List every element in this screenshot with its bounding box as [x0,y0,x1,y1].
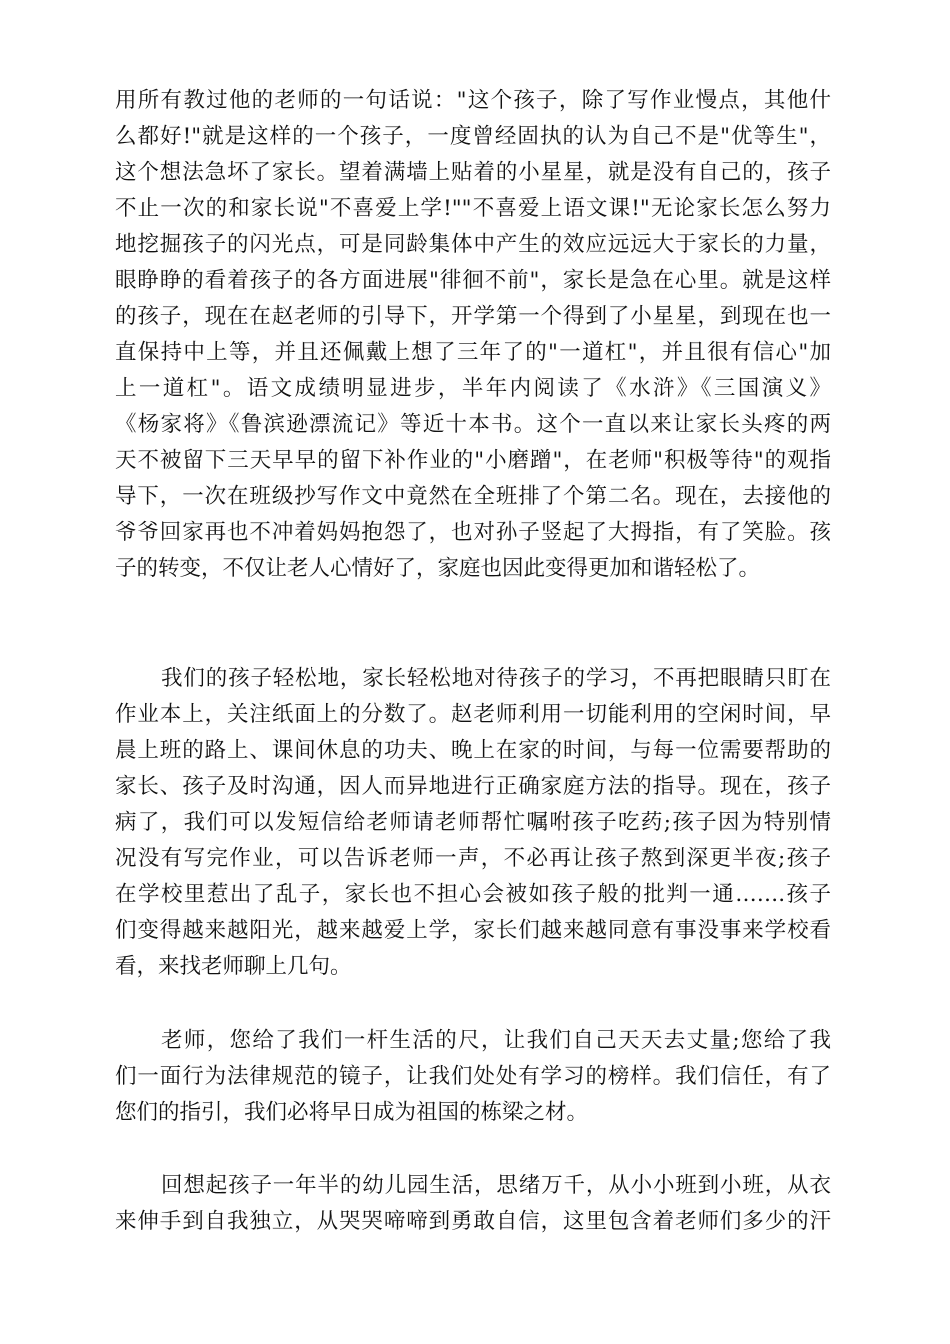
text-line: 们一面行为法律规范的镜子，让我们处处有学习的榜样。我们信任，有了 [115,1064,831,1089]
text-line: 这个想法急坏了家长。望着满墙上贴着的小星星，就是没有自己的，孩子 [115,160,831,185]
text-line: 导下，一次在班级抄写作文中竟然在全班排了个第二名。现在，去接他的 [115,484,831,509]
text-line: 来伸手到自我独立，从哭哭啼啼到勇敢自信，这里包含着老师们多少的汗 [115,1209,831,1234]
text-line: 家长、孩子及时沟通，因人而异地进行正确家庭方法的指导。现在，孩子 [115,774,831,799]
text-line: 回想起孩子一年半的幼儿园生活，思绪万千，从小小班到小班，从衣 [161,1173,831,1198]
text-line: 作业本上，关注纸面上的分数了。赵老师利用一切能利用的空闲时间，早 [115,702,831,727]
text-line: 么都好!"就是这样的一个孩子，一度曾经固执的认为自己不是"优等生"， [115,124,831,149]
text-line: 们变得越来越阳光，越来越爱上学，家长们越来越同意有事没事来学校看 [115,918,831,943]
text-line: 病了，我们可以发短信给老师请老师帮忙嘱咐孩子吃药;孩子因为特别情 [115,810,831,835]
text-line: 我们的孩子轻松地，家长轻松地对待孩子的学习，不再把眼睛只盯在 [161,666,831,691]
text-line: 在学校里惹出了乱子，家长也不担心会被如孩子般的批判一通…….孩子 [115,882,831,907]
text-line: 直保持中上等，并且还佩戴上想了三年了的"一道杠"，并且很有信心"加 [115,340,831,365]
paragraph-3 [115,1023,831,1131]
text-line: 您们的指引，我们必将早日成为祖国的栋梁之材。 [115,1100,589,1125]
paragraph-4 [115,1168,831,1240]
text-line: 的孩子，现在在赵老师的引导下，开学第一个得到了小星星，到现在也一 [115,304,831,329]
text-line: 眼睁睁的看着孩子的各方面进展"徘徊不前"，家长是急在心里。就是这样 [115,268,831,293]
text-line: 爷爷回家再也不冲着妈妈抱怨了，也对孙子竖起了大拇指，有了笑脸。孩 [115,520,831,545]
text-line: 子的转变，不仅让老人心情好了，家庭也因此变得更加和谐轻松了。 [115,556,761,581]
text-line: 不止一次的和家长说"不喜爱上学!""不喜爱上语文课!"无论家长怎么努力 [115,196,831,221]
text-line: 地挖掘孩子的闪光点，可是同龄集体中产生的效应远远大于家长的力量， [115,232,831,257]
text-line: 天不被留下三天早早的留下补作业的"小磨蹭"，在老师"积极等待"的观指 [115,448,831,473]
text-line: 《杨家将》《鲁滨逊漂流记》等近十本书。这个一直以来让家长头疼的两 [115,412,831,437]
text-line: 用所有教过他的老师的一句话说："这个孩子，除了写作业慢点，其他什 [115,88,831,113]
text-line: 老师，您给了我们一杆生活的尺，让我们自己天天去丈量;您给了我 [161,1028,831,1053]
paragraph-2 [115,661,831,985]
text-line: 晨上班的路上、课间休息的功夫、晚上在家的时间，与每一位需要帮助的 [115,738,831,763]
text-line: 上一道杠"。语文成绩明显进步，半年内阅读了《水浒》《三国演义》 [115,376,831,401]
text-line: 况没有写完作业，可以告诉老师一声，不必再让孩子熬到深更半夜;孩子 [115,846,831,871]
paragraph-1 [115,83,831,587]
text-line: 看，来找老师聊上几句。 [115,954,352,979]
